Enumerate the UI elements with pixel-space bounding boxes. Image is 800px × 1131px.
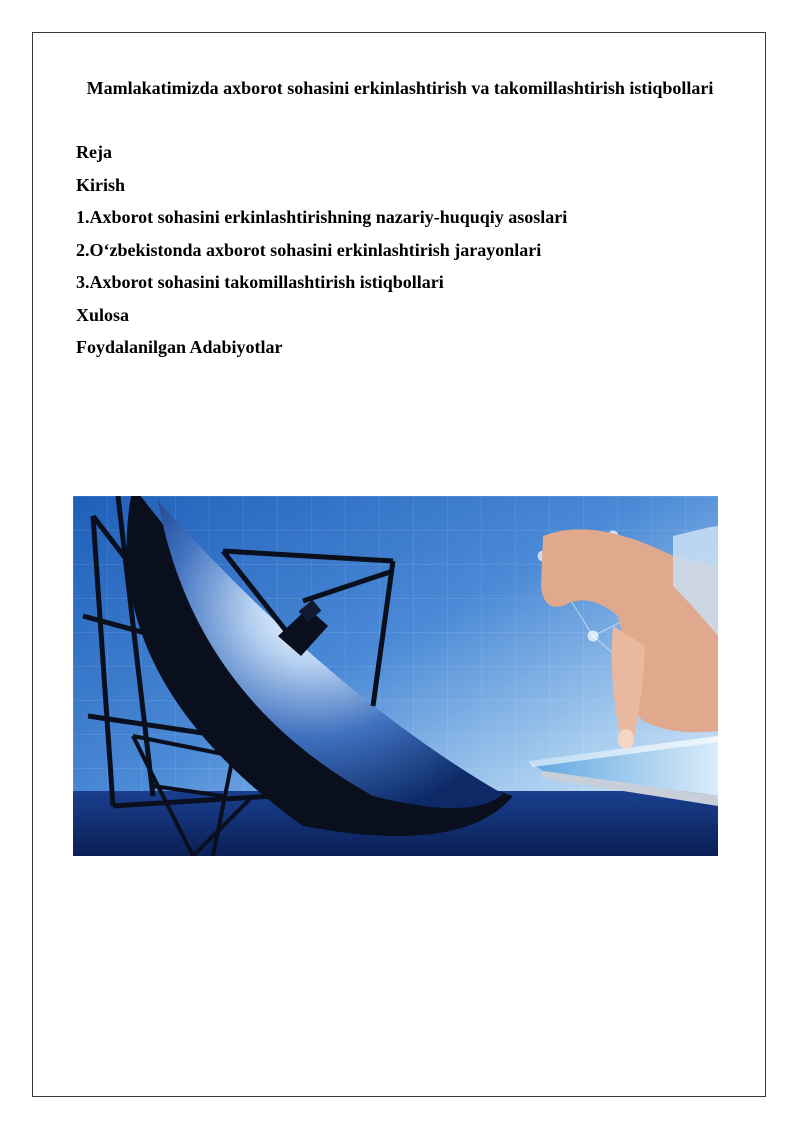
toc-item-xulosa: Xulosa	[76, 304, 130, 325]
document-title: Mamlakatimizda axborot sohasini erkinlashtirish va takomillashtirish istiqbollari	[86, 78, 714, 98]
toc-item-reja: Reja	[76, 142, 112, 162]
toc-item-adabiyotlar: Foydalanilgan Adabiyotlar	[76, 337, 283, 357]
toc-item-2: 2.O‘zbekistonda axborot sohasini erkinlashtirish jarayonlari	[76, 239, 542, 260]
toc-item-1: 1.Axborot sohasini erkinlashtirishning nazariy-huquqiy asoslari	[76, 207, 568, 227]
toc-item-3: 3.Axborot sohasini takomillashtirish istiqbollari	[76, 272, 444, 292]
satellite-illustration	[73, 496, 718, 856]
table-of-contents	[76, 136, 567, 364]
toc-item-kirish: Kirish	[76, 174, 126, 195]
